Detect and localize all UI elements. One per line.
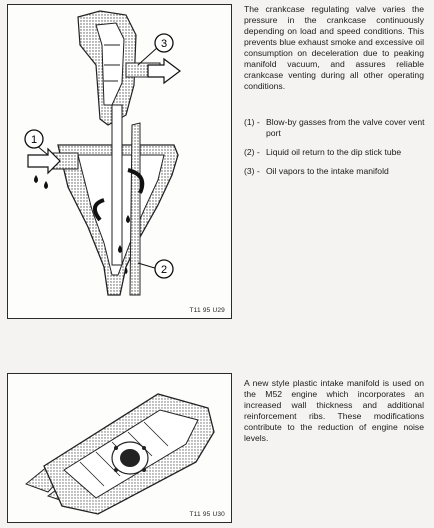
legend-item — [244, 166, 428, 177]
valve-legend — [244, 117, 428, 185]
legend-item — [244, 117, 428, 139]
legend-number: (3) - — [244, 166, 260, 176]
figure-code: T11 95 U29 — [189, 307, 225, 314]
legend-text: Blow-by gasses from the valve cover vent port — [266, 117, 425, 138]
intake-manifold-illustration — [8, 374, 233, 524]
figure-code: T11 95 U30 — [189, 511, 225, 518]
callout-1-label: 1 — [30, 134, 38, 146]
callout-3-label: 3 — [160, 38, 168, 50]
legend-text: Liquid oil return to the dip stick tube — [266, 147, 402, 157]
intake-manifold-figure — [7, 373, 232, 523]
crankcase-valve-illustration — [8, 5, 233, 320]
manifold-description: A new style plastic intake manifold is used on the M52 engine which incorporates an increased wall thickness and additional reinforcement ribs. These modifications contribute to the reduction of engine noise levels. — [244, 378, 424, 443]
callout-2-label: 2 — [160, 264, 168, 276]
legend-item — [244, 147, 428, 158]
legend-number: (1) - — [244, 117, 260, 127]
legend-number: (2) - — [244, 147, 260, 157]
valve-description: The crankcase regulating valve varies the pressure in the crankcase continuously depending on load and speed conditions. This prevents blue exhaust smoke and excessive oil consumption on deceleration due to peaking manifold vacuum, and assures reliable crankcase venting during all other operating conditions. — [244, 4, 424, 91]
crankcase-valve-figure — [7, 4, 232, 319]
legend-text: Oil vapors to the intake manifold — [266, 166, 389, 176]
